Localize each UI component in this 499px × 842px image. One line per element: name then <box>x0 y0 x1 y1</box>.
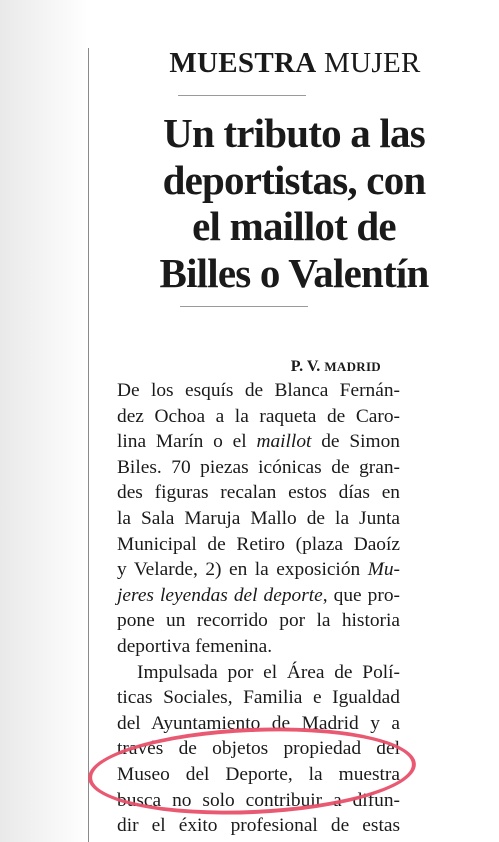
body-line: Municipal de Retiro (plaza Daoíz <box>117 533 400 555</box>
headline-line: Un tributo a las <box>163 110 425 156</box>
column-rule <box>88 48 89 842</box>
body-line: busca no solo contribuir a difun- <box>117 789 400 811</box>
body-line: del Ayuntamiento de Madrid y a <box>117 712 400 734</box>
headline-line: el maillot de <box>192 203 396 249</box>
headline-line: Billes o Valentín <box>159 249 429 296</box>
headline-line: deportistas, con <box>162 156 426 203</box>
page-gutter-shadow <box>0 0 88 842</box>
headline-top-rule <box>178 95 306 96</box>
body-line: des figuras recalan estos días en <box>117 482 400 504</box>
headline-bottom-rule <box>180 306 308 307</box>
byline-author: P. V. <box>290 358 321 375</box>
section-label <box>100 46 490 80</box>
body-line: jeres leyendas del deporte, que pro- <box>117 584 400 606</box>
section-label-strong: MUESTRA <box>169 47 317 79</box>
byline <box>291 357 381 377</box>
byline-city: MADRID <box>324 359 381 374</box>
body-line: lina Marín o el maillot de Simon <box>117 431 400 453</box>
body-line: y Velarde, 2) en la exposición Mu- <box>117 559 400 581</box>
body-line: la Sala Maruja Mallo de la Junta <box>117 507 400 529</box>
body-line: deportiva femenina. <box>117 635 273 657</box>
body-line: pone un recorrido por la historia <box>117 610 400 632</box>
body-line: Museo del Deporte, la muestra <box>117 763 400 785</box>
body-line: ticas Sociales, Familia e Igualdad <box>117 687 400 709</box>
section-label-light: MUJER <box>324 47 421 79</box>
body-line: Biles. 70 piezas icónicas de gran- <box>117 456 400 478</box>
body-line: través de objetos propiedad del <box>117 738 400 760</box>
body-line: dir el éxito profesional de estas <box>117 815 400 837</box>
headline <box>108 110 480 296</box>
body-line: Impulsada por el Área de Polí- <box>137 661 400 683</box>
body-line: dez Ochoa a la raqueta de Caro- <box>117 405 400 427</box>
body-line: De los esquís de Blanca Fernán- <box>117 380 400 401</box>
